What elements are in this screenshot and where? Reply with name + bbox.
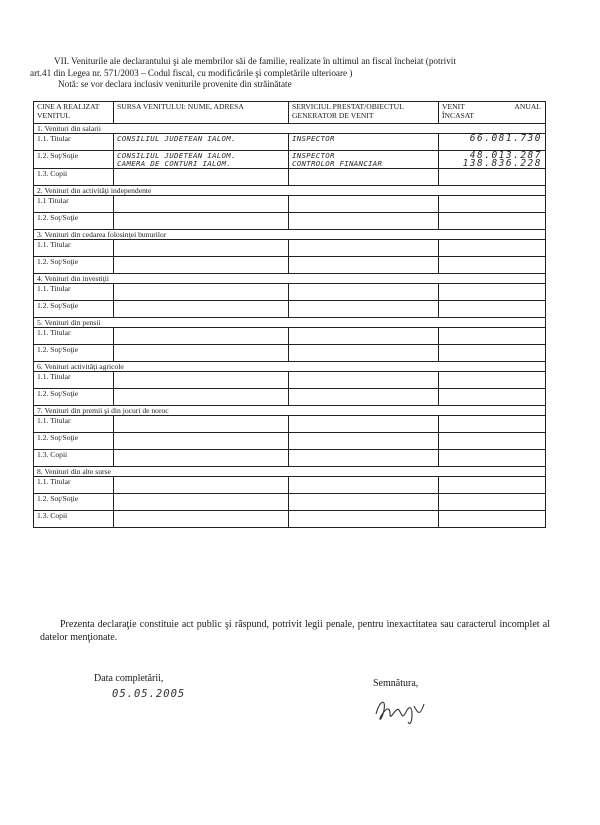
table-row <box>34 389 546 406</box>
cell-source <box>114 240 289 257</box>
table-row <box>34 433 546 450</box>
section-row <box>34 467 546 477</box>
cell-amount <box>439 372 546 389</box>
cell-who: 1.2. Soţ/Soţie <box>34 389 114 406</box>
cell-who: 1.2. Soţ/Soţie <box>34 433 114 450</box>
cell-who: 1.3. Copii <box>34 169 114 186</box>
table-row <box>34 169 546 186</box>
section-title: 8. Venituri din alte surse <box>34 467 546 477</box>
cell-amount <box>439 450 546 467</box>
table-row <box>34 372 546 389</box>
table-row <box>34 328 546 345</box>
cell-who: 1.1. Titular <box>34 477 114 494</box>
section-title: 3. Venituri din cedarea folosinţei bunurilor <box>34 230 546 240</box>
table-row <box>34 151 546 169</box>
cell-service <box>289 328 439 345</box>
cell-who: 1.3. Copii <box>34 450 114 467</box>
cell-source <box>114 345 289 362</box>
cell-amount <box>439 345 546 362</box>
cell-service <box>289 301 439 318</box>
cell-who: 1.1. Titular <box>34 328 114 345</box>
table-row <box>34 284 546 301</box>
cell-amount <box>439 196 546 213</box>
cell-who: 1.2. Soţ/Soţie <box>34 257 114 274</box>
cell-amount <box>439 389 546 406</box>
table-row <box>34 257 546 274</box>
cell-source <box>114 372 289 389</box>
section-title: 5. Venituri din pensii <box>34 318 546 328</box>
header-amount-venit: VENIT <box>442 102 465 111</box>
cell-who: 1.3. Copii <box>34 511 114 528</box>
cell-source <box>114 477 289 494</box>
cell-amount <box>439 416 546 433</box>
table-row <box>34 196 546 213</box>
handwritten-amount: 66.081.730 <box>469 134 542 143</box>
cell-service <box>289 240 439 257</box>
signature-label: Semnătura, <box>373 678 419 689</box>
table-row <box>34 450 546 467</box>
header-who: CINE A REALIZAT VENITUL <box>34 102 114 124</box>
handwritten-amount: 138.836.228 <box>462 159 542 168</box>
table-row <box>34 494 546 511</box>
cell-source <box>114 213 289 230</box>
cell-who: 1.2. Soţ/Soţie <box>34 151 114 169</box>
cell-amount <box>439 433 546 450</box>
table-row <box>34 240 546 257</box>
table-row <box>34 134 546 151</box>
cell-source <box>114 257 289 274</box>
table-header-row <box>34 102 546 124</box>
cell-source <box>114 134 289 151</box>
intro-block <box>30 56 570 91</box>
cell-service <box>289 477 439 494</box>
intro-note: Notă: se vor declara inclusiv veniturile provenite din străinătate <box>58 79 292 89</box>
handwritten-source: CAMERA DE CONTURI IALOM. <box>117 159 231 168</box>
cell-source <box>114 511 289 528</box>
cell-service <box>289 416 439 433</box>
section-row <box>34 186 546 196</box>
cell-amount <box>439 213 546 230</box>
cell-amount <box>439 511 546 528</box>
cell-who: 1.2. Soţ/Soţie <box>34 301 114 318</box>
cell-amount <box>439 134 546 151</box>
cell-who: 1.2. Soţ/Soţie <box>34 345 114 362</box>
cell-who: 1.2. Soţ/Soţie <box>34 213 114 230</box>
cell-source <box>114 151 289 169</box>
cell-service <box>289 169 439 186</box>
cell-source <box>114 284 289 301</box>
section-title: 6. Venituri activităţi agricole <box>34 362 546 372</box>
cell-source <box>114 169 289 186</box>
cell-source <box>114 196 289 213</box>
header-amount-anual: ANUAL <box>514 102 541 111</box>
handwritten-source: CONSILIUL JUDETEAN IALOM. <box>117 151 236 160</box>
cell-service <box>289 433 439 450</box>
section-row <box>34 406 546 416</box>
cell-service <box>289 450 439 467</box>
cell-amount <box>439 301 546 318</box>
table-row <box>34 416 546 433</box>
section-row <box>34 230 546 240</box>
cell-amount <box>439 328 546 345</box>
handwritten-amount: 48.013.287 <box>469 151 542 160</box>
table-row <box>34 511 546 528</box>
cell-who: 1.1. Titular <box>34 134 114 151</box>
table-body <box>34 124 546 528</box>
handwritten-service: INSPECTOR <box>292 134 335 143</box>
cell-service <box>289 389 439 406</box>
table-row <box>34 213 546 230</box>
cell-who: 1.1 Titular <box>34 196 114 213</box>
table-row <box>34 301 546 318</box>
header-amount <box>439 102 546 124</box>
table-row <box>34 477 546 494</box>
header-amount-incasat: ÎNCASAT <box>442 110 475 120</box>
cell-who: 1.1. Titular <box>34 284 114 301</box>
cell-who: 1.1. Titular <box>34 372 114 389</box>
intro-line-1: VII. Veniturile ale declarantului şi ale membrilor săi de familie, realizate în ultimul an fiscal încheiat (potrivit <box>54 56 456 66</box>
section-row <box>34 362 546 372</box>
cell-service <box>289 284 439 301</box>
cell-service <box>289 494 439 511</box>
intro-line-2: art.41 din Legea nr. 571/2003 – Codul fiscal, cu modificările şi completările ulterioare ) <box>30 67 353 78</box>
cell-amount <box>439 494 546 511</box>
handwritten-source: CONSILIUL JUDETEAN IALOM. <box>117 134 236 143</box>
section-row <box>34 124 546 134</box>
section-title: 2. Venituri din activităţi independente <box>34 186 546 196</box>
cell-service <box>289 151 439 169</box>
cell-source <box>114 433 289 450</box>
cell-source <box>114 416 289 433</box>
cell-who: 1.2. Soţ/Soţie <box>34 494 114 511</box>
cell-amount <box>439 257 546 274</box>
cell-source <box>114 494 289 511</box>
cell-amount <box>439 477 546 494</box>
handwritten-signature <box>372 692 432 728</box>
cell-source <box>114 450 289 467</box>
cell-who: 1.1. Titular <box>34 240 114 257</box>
section-title: 7. Venituri din premii şi din jocuri de noroc <box>34 406 546 416</box>
section-row <box>34 318 546 328</box>
cell-service <box>289 257 439 274</box>
header-source: SURSA VENITULUI: NUME, ADRESA <box>114 102 289 124</box>
section-row <box>34 274 546 284</box>
table-row <box>34 345 546 362</box>
declaration-statement: Prezenta declaraţie constituie act public şi răspund, potrivit legii penale, pentru inexactitatea sau caracterul incomplet al datelor menţionate. <box>40 619 550 643</box>
cell-source <box>114 389 289 406</box>
date-label: Data completării, <box>94 673 164 684</box>
cell-amount <box>439 151 546 169</box>
handwritten-service: INSPECTOR <box>292 151 335 160</box>
cell-service <box>289 511 439 528</box>
cell-service <box>289 134 439 151</box>
header-service: SERVICIUL PRESTAT/OBIECTUL GENERATOR DE VENIT <box>289 102 439 124</box>
handwritten-service: CONTROLOR FINANCIAR <box>292 159 383 168</box>
cell-service <box>289 213 439 230</box>
cell-service <box>289 345 439 362</box>
section-title: 1. Venituri din salarii <box>34 124 546 134</box>
cell-amount <box>439 169 546 186</box>
date-value: 05.05.2005 <box>112 688 186 700</box>
cell-source <box>114 328 289 345</box>
cell-source <box>114 301 289 318</box>
cell-amount <box>439 284 546 301</box>
cell-service <box>289 196 439 213</box>
cell-amount <box>439 240 546 257</box>
cell-service <box>289 372 439 389</box>
section-title: 4. Venituri din investiţii <box>34 274 546 284</box>
income-table <box>33 101 546 528</box>
cell-who: 1.1. Titular <box>34 416 114 433</box>
